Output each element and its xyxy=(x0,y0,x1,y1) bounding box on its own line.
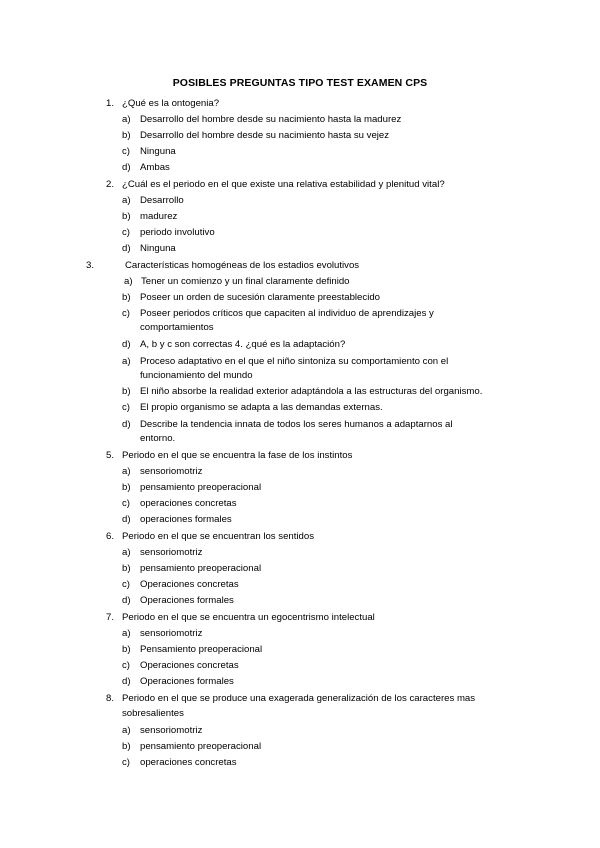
q2-option-c-marker: c) xyxy=(122,227,130,238)
q2-option-b: madurez xyxy=(140,211,178,222)
q8-option-a-marker: a) xyxy=(122,725,131,736)
q4-option-b: El niño absorbe la realidad exterior adaptándola a las estructuras del organismo. xyxy=(140,386,483,397)
question-6-text: Periodo en el que se encuentran los sentidos xyxy=(122,531,315,542)
question-6-number: 6. xyxy=(106,531,115,542)
q1-option-d-marker: d) xyxy=(122,162,131,173)
document-title: POSIBLES PREGUNTAS TIPO TEST EXAMEN CPS xyxy=(172,77,428,89)
q2-option-b-marker: b) xyxy=(122,211,131,222)
q3-option-b: Poseer un orden de sucesión claramente preestablecido xyxy=(140,292,380,303)
q8-option-a: sensoriomotriz xyxy=(140,725,203,736)
q3-option-a: Tener un comienzo y un final claramente definido xyxy=(141,276,350,287)
q1-option-a-marker: a) xyxy=(122,114,131,125)
question-2-number: 2. xyxy=(106,179,115,190)
q4-option-d-line1: Describe la tendencia innata de todos los seres humanos a adaptarnos al xyxy=(140,419,453,430)
q2-option-d: Ninguna xyxy=(140,243,176,254)
q4-option-b-marker: b) xyxy=(122,386,131,397)
q5-option-b: pensamiento preoperacional xyxy=(140,482,262,493)
q3-option-c-line2: comportamientos xyxy=(140,322,214,333)
q8-option-c-marker: c) xyxy=(122,757,130,768)
question-8-text-line1: Periodo en el que se produce una exagerada generalización de los caracteres mas xyxy=(122,693,476,704)
q4-option-d-line2: entorno. xyxy=(140,433,176,444)
q2-option-a: Desarrollo xyxy=(140,195,184,206)
q5-option-c: operaciones concretas xyxy=(140,498,237,509)
q6-option-a: sensoriomotriz xyxy=(140,547,203,558)
question-2-text: ¿Cuál es el periodo en el que existe una relativa estabilidad y plenitud vital? xyxy=(122,179,445,190)
q4-option-a-marker: a) xyxy=(122,356,131,367)
q4-option-a-line2: funcionamiento del mundo xyxy=(140,370,253,381)
q8-option-b: pensamiento preoperacional xyxy=(140,741,262,752)
q1-option-b-marker: b) xyxy=(122,130,131,141)
q1-option-b: Desarrollo del hombre desde su nacimiento hasta su vejez xyxy=(140,130,390,141)
q3-option-c-marker: c) xyxy=(122,308,130,319)
q5-option-a-marker: a) xyxy=(122,466,131,477)
q4-option-c: El propio organismo se adapta a las demandas externas. xyxy=(140,402,383,413)
q5-option-a: sensoriomotriz xyxy=(140,466,203,477)
question-1-text: ¿Qué es la ontogenia? xyxy=(122,98,220,109)
q2-option-d-marker: d) xyxy=(122,243,131,254)
q7-option-c-marker: c) xyxy=(122,660,130,671)
question-5-number: 5. xyxy=(106,450,115,461)
q7-option-a: sensoriomotriz xyxy=(140,628,203,639)
q7-option-b-marker: b) xyxy=(122,644,131,655)
question-3-number: 3. xyxy=(86,260,95,271)
q4-option-a-line1: Proceso adaptativo en el que el niño sintoniza su comportamiento con el xyxy=(140,356,449,367)
q4-option-d-marker: d) xyxy=(122,419,131,430)
q3-option-d-marker: d) xyxy=(122,339,131,350)
q6-option-b: pensamiento preoperacional xyxy=(140,563,262,574)
q5-option-b-marker: b) xyxy=(122,482,131,493)
q3-option-a-marker: a) xyxy=(124,276,133,287)
q8-option-c: operaciones concretas xyxy=(140,757,237,768)
q3-option-d: A, b y c son correctas 4. ¿qué es la adaptación? xyxy=(140,339,346,350)
question-1-number: 1. xyxy=(106,98,115,109)
q8-option-b-marker: b) xyxy=(122,741,131,752)
q6-option-c: Operaciones concretas xyxy=(140,579,239,590)
q7-option-d: Operaciones formales xyxy=(140,676,234,687)
q1-option-c: Ninguna xyxy=(140,146,176,157)
q2-option-c: periodo involutivo xyxy=(140,227,215,238)
q5-option-d: operaciones formales xyxy=(140,514,232,525)
q6-option-c-marker: c) xyxy=(122,579,130,590)
q2-option-a-marker: a) xyxy=(122,195,131,206)
q3-option-c-line1: Poseer periodos críticos que capaciten al individuo de aprendizajes y xyxy=(140,308,434,319)
q1-option-c-marker: c) xyxy=(122,146,130,157)
question-3-text: Características homogéneas de los estadios evolutivos xyxy=(125,260,360,271)
question-7-text: Periodo en el que se encuentra un egocentrismo intelectual xyxy=(122,612,375,623)
q7-option-b: Pensamiento preoperacional xyxy=(140,644,263,655)
q6-option-b-marker: b) xyxy=(122,563,131,574)
question-7-number: 7. xyxy=(106,612,115,623)
q7-option-c: Operaciones concretas xyxy=(140,660,239,671)
q1-option-d: Ambas xyxy=(140,162,170,173)
q5-option-d-marker: d) xyxy=(122,514,131,525)
q7-option-a-marker: a) xyxy=(122,628,131,639)
q4-option-c-marker: c) xyxy=(122,402,130,413)
q6-option-d: Operaciones formales xyxy=(140,595,234,606)
q6-option-a-marker: a) xyxy=(122,547,131,558)
q1-option-a: Desarrollo del hombre desde su nacimiento hasta la madurez xyxy=(140,114,402,125)
q3-option-b-marker: b) xyxy=(122,292,131,303)
question-8-number: 8. xyxy=(106,693,115,704)
q6-option-d-marker: d) xyxy=(122,595,131,606)
question-5-text: Periodo en el que se encuentra la fase de los instintos xyxy=(122,450,353,461)
question-8-text-line2: sobresalientes xyxy=(122,708,184,719)
q7-option-d-marker: d) xyxy=(122,676,131,687)
q5-option-c-marker: c) xyxy=(122,498,130,509)
